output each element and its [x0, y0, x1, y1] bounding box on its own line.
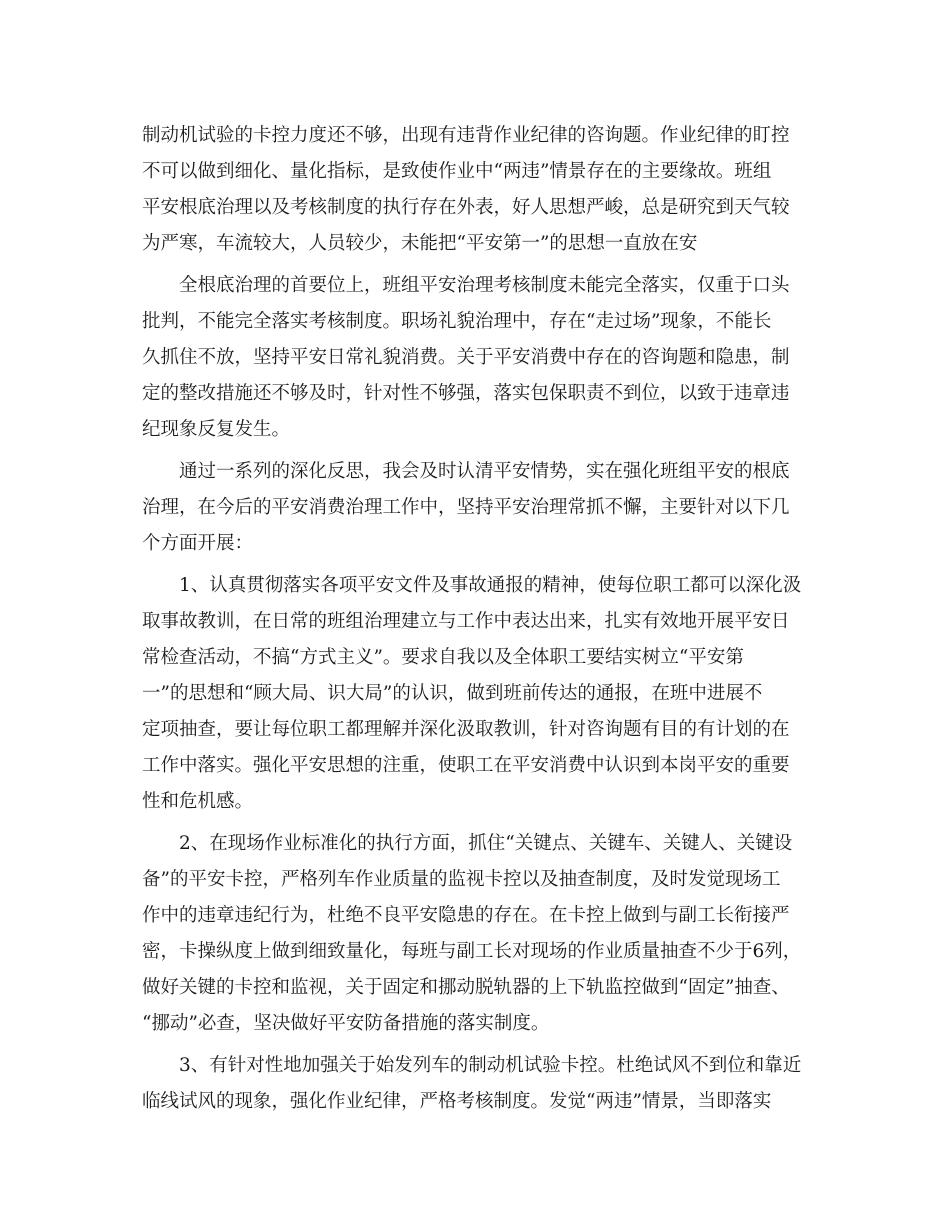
text-line: 全根底治理的首要位上，班组平安治理考核制度未能完全落实，仅重于口头 [179, 275, 790, 296]
text-line: 平安根底治理以及考核制度的执行存在外表，好人思想严峻，总是研究到天气较 [142, 197, 790, 218]
paragraph-6 [142, 1048, 808, 1120]
text-line: 纪现象反复发生。 [142, 419, 291, 440]
paragraph-3 [142, 454, 808, 562]
text-line: 定项抽查，要让每位职工都理解并深化汲取教训，针对咨询题有目的有计划的在 [142, 719, 790, 740]
text-line: 个方面开展： [142, 533, 254, 554]
text-line: 取事故教训，在日常的班组治理建立与工作中表达出来，扎实有效地开展平安日 [142, 611, 790, 632]
text-line: 制动机试验的卡控力度还不够，出现有违背作业纪律的咨询题。作业纪律的盯控 [142, 125, 790, 146]
text-line: “挪动”必查，坚决做好平安防备措施的落实制度。 [142, 1013, 550, 1034]
text-line: 久抓住不放，坚持平安日常礼貌消费。关于平安消费中存在的咨询题和隐患，制 [142, 347, 790, 368]
text-line: 3、有针对性地加强关于始发列车的制动机试验卡控。杜绝试风不到位和靠近 [179, 1055, 802, 1076]
paragraph-4 [142, 568, 808, 820]
text-line: 做好关键的卡控和监视，关于固定和挪动脱轨器的上下轨监控做到“固定”抽查、 [142, 977, 790, 998]
text-line: 不可以做到细化、量化指标，是致使作业中“两违”情景存在的主要缘故。班组 [142, 161, 772, 182]
text-line: 通过一系列的深化反思，我会及时认清平安情势，实在强化班组平安的根底 [179, 461, 790, 482]
paragraph-2 [142, 268, 808, 448]
text-line: 性和危机感。 [142, 791, 254, 812]
paragraph-5 [142, 826, 808, 1042]
text-line: 临线试风的现象，强化作业纪律，严格考核制度。发觉“两违”情景，当即落实 [142, 1091, 772, 1112]
text-line: 工作中落实。强化平安思想的注重，使职工在平安消费中认识到本岗平安的重要 [142, 755, 790, 776]
text-line: 备”的平安卡控，严格列车作业质量的监视卡控以及抽查制度，及时发觉现场工 [142, 869, 781, 890]
text-line: 2、在现场作业标准化的执行方面，抓住“关键点、关键车、关键人、关键设 [179, 833, 793, 854]
text-line: 治理，在今后的平安消费治理工作中，坚持平安治理常抓不懈，主要针对以下几 [142, 497, 790, 518]
text-line: 作中的违章违纪行为，杜绝不良平安隐患的存在。在卡控上做到与副工长衔接严 [142, 905, 790, 926]
document-body [142, 118, 808, 1126]
text-line: 定的整改措施还不够及时，针对性不够强，落实包保职责不到位，以致于违章违 [142, 383, 790, 404]
text-line: 批判，不能完全落实考核制度。职场礼貌治理中，存在“走过场”现象，不能长 [142, 311, 772, 332]
text-line: 常检查活动，不搞“方式主义”。要求自我以及全体职工要结实树立“平安第 [142, 647, 744, 668]
text-line: 密，卡操纵度上做到细致量化，每班与副工长对现场的作业质量抽查不少于6列， [142, 941, 802, 962]
text-line: 1、认真贯彻落实各项平安文件及事故通报的精神，使每位职工都可以深化汲 [179, 575, 802, 596]
paragraph-1 [142, 118, 808, 262]
text-line: 一”的思想和“顾大局、识大局”的认识，做到班前传达的通报，在班中进展不 [142, 683, 763, 704]
text-line: 为严寒，车流较大，人员较少，未能把“平安第一”的思想一直放在安 [142, 233, 698, 254]
